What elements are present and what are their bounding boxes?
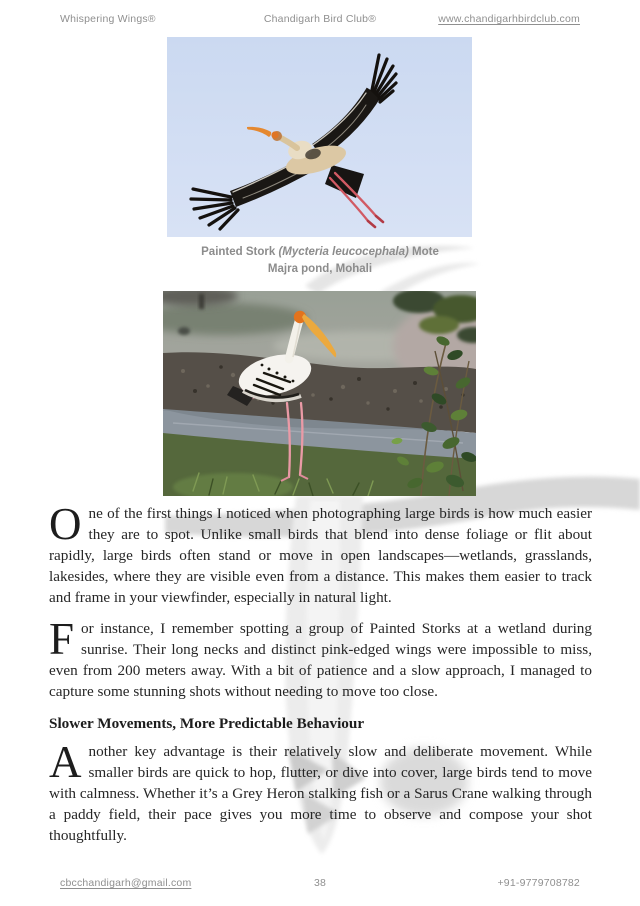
photo-standing-stork [163, 291, 476, 496]
page-number: 38 [313, 877, 327, 889]
website-link[interactable]: www.chandigarhbirdclub.com [438, 13, 580, 25]
dropcap-o: O [49, 499, 82, 549]
caption-line-1: Painted Stork (Mycteria leucocephala) Mote [201, 246, 439, 258]
scientific-name: (Mycteria leucocephala) [278, 246, 409, 258]
paragraph-2-text: or instance, I remember spotting a group of Painted Storks at a wetland during sunrise. Their long necks and distinct pink-edged wings were impossible to miss, even from 200 meters away. With a bit of patience and a slow approach, I managed to capture some stunning shots without needing to move too close. [49, 620, 592, 700]
page-header [60, 13, 580, 25]
photo-caption [0, 244, 640, 278]
paragraph-2 [49, 614, 592, 702]
paragraph-3-text: nother key advantage is their relatively slow and deliberate movement. While smaller birds are quick to hop, flutter, or dive into cover, large birds tend to move with calmness. Whether it’s a Grey Heron stalking fish or a Sarus Crane walking through a paddy field, their pace gives you more time to observe and compose your shot thoughtfully. [49, 743, 592, 844]
dropcap-f: F [49, 614, 75, 664]
brand-title: Whispering Wings® [60, 13, 156, 25]
article-body [49, 499, 592, 856]
phone-number: +91-9779708782 [497, 877, 580, 889]
paragraph-3 [49, 737, 592, 846]
paragraph-1-text: ne of the first things I noticed when photographing large birds is how much easier they are to spot. Unlike small birds that blend into dense foliage or flit about rapidly, large birds often stand or move in open landscapes—wetlands, grasslands, lakesides, where they are visible even from a distance. This makes them easier to track and frame in your viewfinder, especially in natural light. [49, 505, 592, 606]
section-heading: Slower Movements, More Predictable Behaviour [49, 715, 365, 732]
email-link[interactable]: cbcchandigarh@gmail.com [60, 877, 192, 889]
caption-line-2: Majra pond, Mohali [267, 263, 373, 275]
page-footer [60, 877, 580, 889]
dropcap-a: A [49, 737, 82, 787]
club-title: Chandigarh Bird Club® [263, 13, 377, 25]
paragraph-1 [49, 499, 592, 608]
photo-flying-stork [167, 37, 472, 237]
